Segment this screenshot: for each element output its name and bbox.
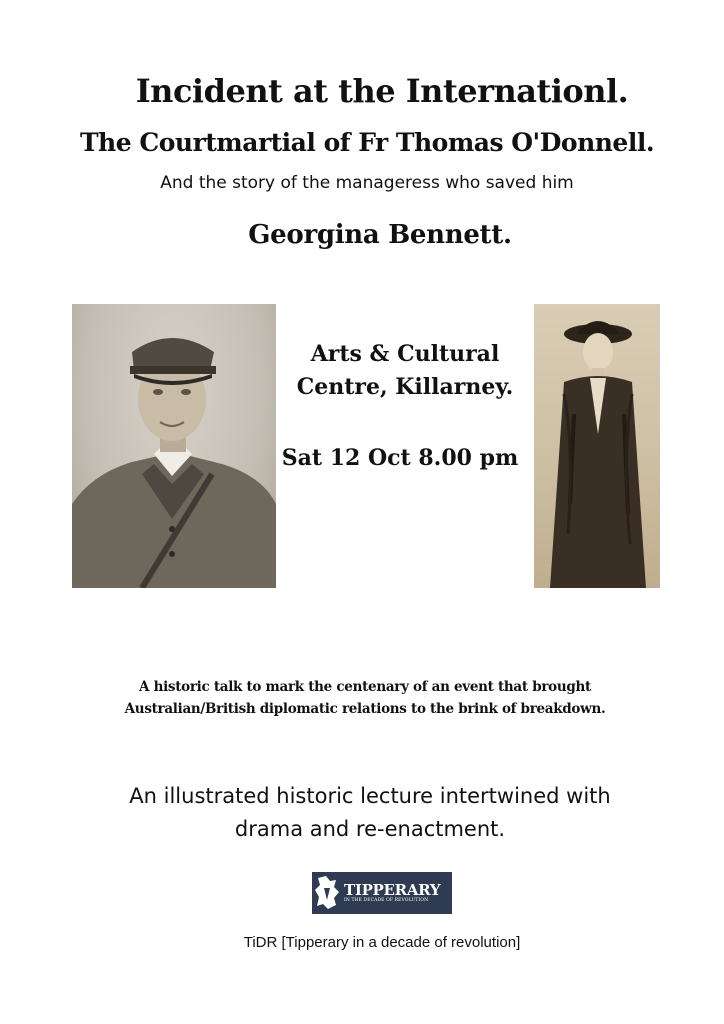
venue-line-2: Centre, Killarney. — [296, 374, 514, 400]
description-line-1: A historic talk to mark the centenary of an event that brought — [139, 679, 591, 695]
logo-subtitle: IN THE DECADE OF REVOLUTION — [344, 898, 429, 903]
event-datetime: Sat 12 Oct 8.00 pm — [281, 445, 519, 471]
event-subtitle: The Courtmartial of Fr Thomas O'Donnell. — [79, 128, 655, 157]
priest-portrait-illustration — [72, 304, 276, 588]
portrait-photo-manageress — [534, 304, 660, 588]
person-name: Georgina Bennett. — [248, 220, 512, 250]
event-tagline: And the story of the manageress who saved him — [160, 173, 574, 193]
lecture-line-1: An illustrated historic lecture intertwined with — [129, 784, 611, 808]
lecture-summary — [60, 780, 680, 846]
logo-wordmark — [344, 882, 440, 904]
county-map-icon — [312, 872, 342, 914]
event-title: Incident at the Internationl. — [135, 72, 629, 110]
footer-credit: TiDR [Tipperary in a decade of revolution] — [243, 934, 521, 951]
lecture-line-2: drama and re-enactment. — [234, 817, 506, 841]
manageress-portrait-illustration — [534, 304, 660, 588]
tipperary-logo — [312, 872, 452, 914]
venue-block — [280, 338, 530, 404]
description-line-2: Australian/British diplomatic relations to the brink of breakdown. — [124, 701, 606, 717]
event-description — [60, 676, 670, 720]
portrait-photo-priest — [72, 304, 276, 588]
logo-title: TIPPERARY — [344, 881, 441, 899]
venue-line-1: Arts & Cultural — [310, 341, 500, 367]
